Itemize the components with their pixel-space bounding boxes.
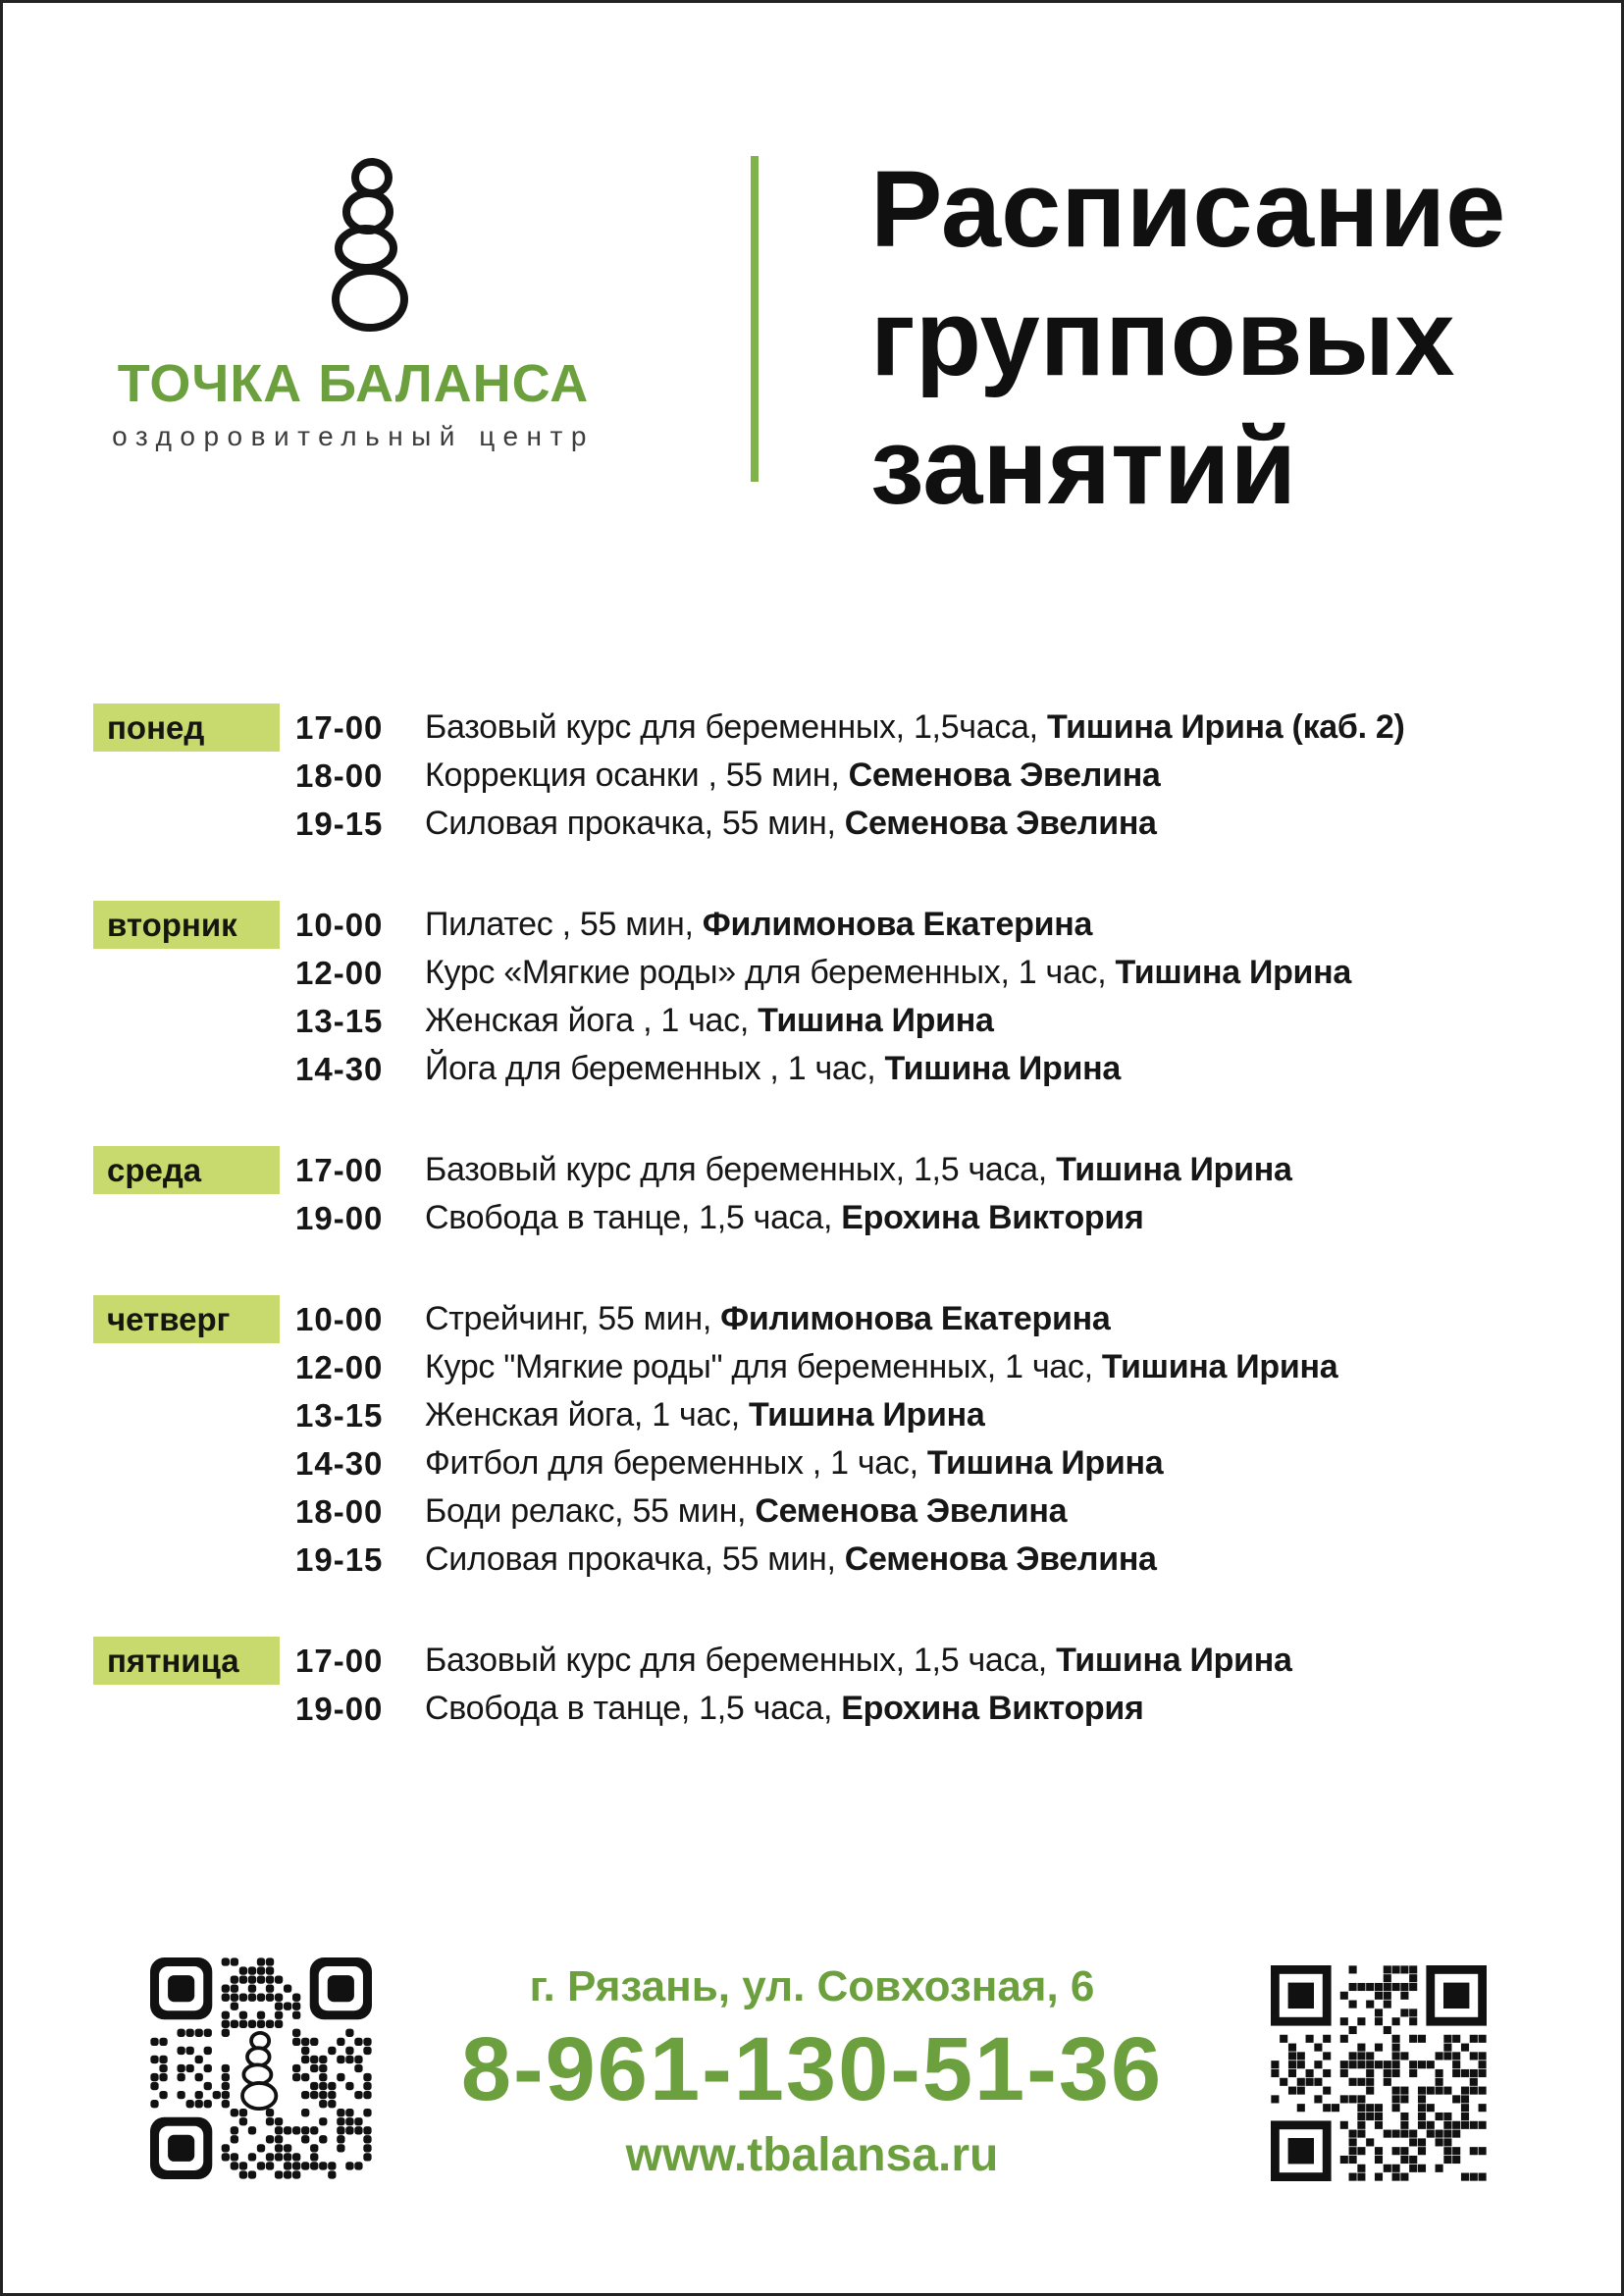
day-label: четверг	[93, 1295, 280, 1343]
class-description: Свобода в танце, 1,5 часа, Ерохина Виктория	[425, 1199, 1144, 1236]
class-time: 19-00	[295, 1199, 384, 1236]
trainer-name: Семенова Эвелина	[848, 757, 1161, 794]
day-label: вторник	[93, 901, 280, 949]
page-title	[870, 146, 1505, 532]
website-url: www.tbalansa.ru	[625, 2129, 999, 2181]
class-time: 18-00	[295, 757, 384, 794]
class-row	[93, 1439, 1572, 1487]
class-description: Коррекция осанки , 55 мин, Семенова Эвелина	[425, 757, 1161, 794]
day-block	[93, 1146, 1572, 1242]
class-time: 19-15	[295, 805, 384, 842]
class-description: Базовый курс для беременных, 1,5 часа, Тишина Ирина	[425, 1151, 1292, 1188]
day-label: понед	[93, 704, 280, 752]
address-text: г. Рязань, ул. Совхозная, 6	[529, 1962, 1095, 2010]
class-description: Свобода в танце, 1,5 часа, Ерохина Виктория	[425, 1690, 1144, 1727]
class-description: Женская йога , 1 час, Тишина Ирина	[425, 1002, 994, 1039]
brand-name: ТОЧКА БАЛАНСА	[117, 354, 590, 413]
trainer-name: Тишина Ирина	[1056, 1642, 1292, 1679]
class-time: 17-00	[295, 708, 384, 746]
trainer-name: Семенова Эвелина	[844, 805, 1157, 842]
class-time: 10-00	[295, 1300, 384, 1337]
trainer-name: Тишина Ирина	[748, 1396, 985, 1434]
class-description: Фитбол для беременных , 1 час, Тишина Ирина	[425, 1444, 1164, 1482]
class-row	[93, 1146, 1572, 1194]
day-label: пятница	[93, 1637, 280, 1685]
qr-code-icon	[1271, 1965, 1487, 2181]
class-description: Курс "Мягкие роды" для беременных, 1 час, Тишина Ирина	[425, 1348, 1338, 1385]
class-row	[93, 949, 1572, 997]
class-time: 19-15	[295, 1540, 384, 1578]
brand-block	[94, 356, 612, 452]
class-description: Пилатес , 55 мин, Филимонова Екатерина	[425, 906, 1093, 943]
class-row	[93, 1045, 1572, 1093]
day-block	[93, 901, 1572, 1093]
class-time: 13-15	[295, 1002, 384, 1039]
brand-subtitle: оздоровительный центр	[112, 420, 595, 451]
trainer-name: Филимонова Екатерина	[702, 906, 1093, 943]
class-row	[93, 1637, 1572, 1685]
trainer-name: Семенова Эвелина	[844, 1540, 1157, 1578]
class-row	[93, 1536, 1572, 1584]
class-time: 12-00	[295, 954, 384, 991]
day-label: среда	[93, 1146, 280, 1194]
class-row	[93, 752, 1572, 800]
class-row	[93, 704, 1572, 752]
class-description: Базовый курс для беременных, 1,5 часа, Тишина Ирина	[425, 1642, 1292, 1679]
trainer-name: Тишина Ирина	[926, 1444, 1164, 1482]
class-time: 19-00	[295, 1690, 384, 1727]
class-row	[93, 997, 1572, 1045]
stacked-stones-icon	[311, 156, 431, 344]
trainer-name: Тишина Ирина	[1056, 1151, 1292, 1188]
vertical-divider	[751, 156, 759, 482]
trainer-name: Тишина Ирина	[1115, 954, 1352, 991]
schedule	[93, 704, 1572, 1786]
class-description: Силовая прокачка, 55 мин, Семенова Эвелина	[425, 1540, 1157, 1578]
class-row	[93, 1685, 1572, 1733]
class-description: Женская йога, 1 час, Тишина Ирина	[425, 1396, 985, 1434]
class-row	[93, 1391, 1572, 1439]
trainer-name: Тишина Ирина	[884, 1050, 1121, 1087]
trainer-name: Филимонова Екатерина	[720, 1300, 1111, 1337]
class-time: 10-00	[295, 906, 384, 943]
class-row	[93, 800, 1572, 848]
trainer-name: Семенова Эвелина	[755, 1492, 1068, 1530]
class-row	[93, 1343, 1572, 1391]
page-title-line: групповых	[870, 277, 1455, 398]
class-description: Боди релакс, 55 мин, Семенова Эвелина	[425, 1492, 1068, 1530]
day-block	[93, 1637, 1572, 1733]
class-time: 12-00	[295, 1348, 384, 1385]
page-title-line: занятий	[870, 405, 1297, 527]
class-row	[93, 1194, 1572, 1242]
trainer-name: Ерохина Виктория	[841, 1199, 1144, 1236]
class-time: 14-30	[295, 1444, 384, 1482]
day-block	[93, 1295, 1572, 1584]
class-description: Силовая прокачка, 55 мин, Семенова Эвелина	[425, 805, 1157, 842]
class-row	[93, 1487, 1572, 1536]
trainer-name: Тишина Ирина	[1101, 1348, 1338, 1385]
class-row	[93, 1295, 1572, 1343]
class-time: 13-15	[295, 1396, 384, 1434]
trainer-name: Ерохина Виктория	[841, 1690, 1144, 1727]
class-time: 14-30	[295, 1050, 384, 1087]
class-description: Йога для беременных , 1 час, Тишина Ирина	[425, 1050, 1121, 1087]
page-title-line: Расписание	[870, 149, 1506, 270]
class-description: Стрейчинг, 55 мин, Филимонова Екатерина	[425, 1300, 1111, 1337]
class-description: Курс «Мягкие роды» для беременных, 1 час, Тишина Ирина	[425, 954, 1352, 991]
class-time: 18-00	[295, 1492, 384, 1530]
class-row	[93, 901, 1572, 949]
class-time: 17-00	[295, 1642, 384, 1679]
class-description: Базовый курс для беременных, 1,5часа, Тишина Ирина (каб. 2)	[425, 708, 1405, 746]
phone-number: 8-961-130-51-36	[460, 2019, 1164, 2119]
day-block	[93, 704, 1572, 848]
trainer-name: Тишина Ирина (каб. 2)	[1046, 708, 1405, 746]
trainer-name: Тишина Ирина	[758, 1002, 994, 1039]
class-time: 17-00	[295, 1151, 384, 1188]
